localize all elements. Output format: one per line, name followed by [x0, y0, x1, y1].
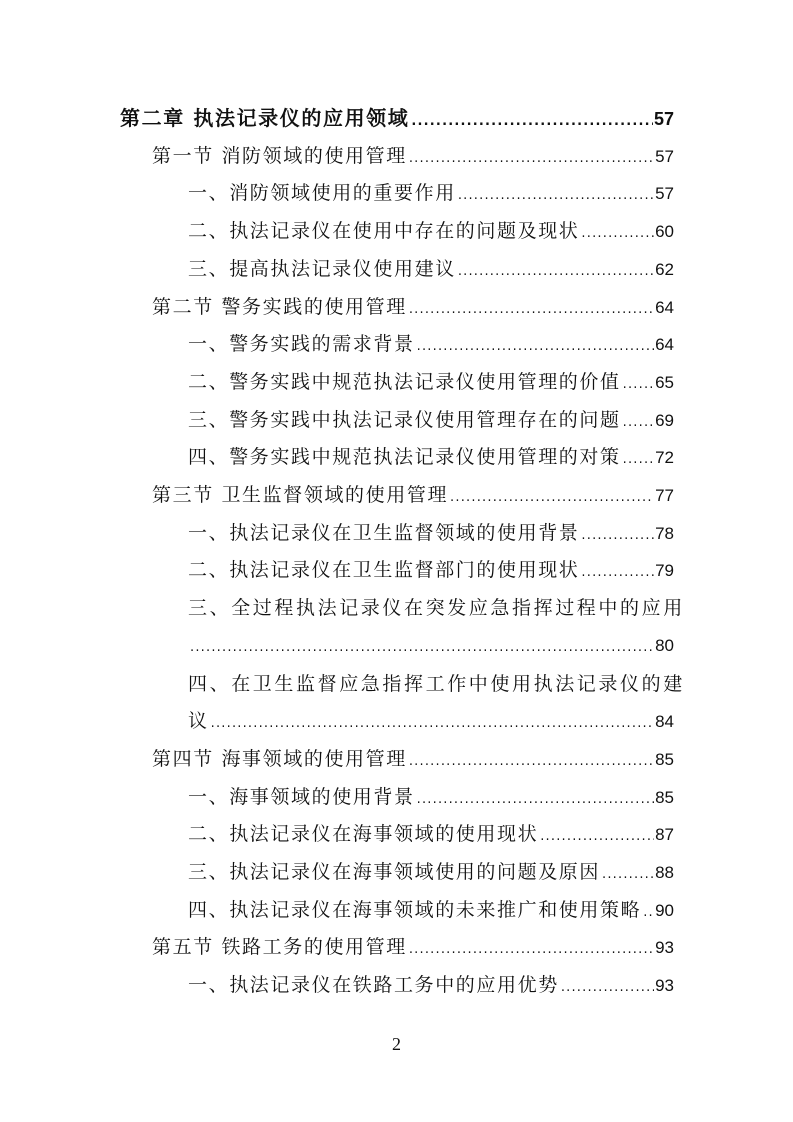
dot-leader [559, 976, 654, 1000]
toc-page-number: 85 [655, 787, 674, 807]
dot-leader [407, 298, 654, 322]
dot-leader [579, 561, 654, 585]
toc-entry-label: 一、海事领域的使用背景 [188, 785, 415, 808]
toc-page-number: 87 [655, 825, 674, 845]
dot-leader [621, 448, 654, 472]
toc-page-number: 80 [655, 635, 674, 655]
toc-page-number: 78 [655, 523, 674, 543]
toc-page-number: 93 [655, 938, 674, 958]
dot-leader [407, 750, 654, 774]
dot-leader [456, 184, 654, 208]
dot-leader [415, 335, 654, 359]
toc-page-number: 90 [655, 900, 674, 920]
toc-entry-label: 三、提高执法记录仪使用建议 [188, 257, 456, 280]
dot-leader [407, 147, 654, 171]
page-number: 2 [392, 1034, 401, 1054]
toc-entry-label: 一、消防领域使用的重要作用 [188, 182, 456, 205]
toc-entry-label: 一、执法记录仪在铁路工务中的应用优势 [188, 974, 559, 997]
toc-entry-label: 第一节 消防领域的使用管理 [152, 144, 407, 167]
toc-entry-label: 一、执法记录仪在卫生监督领域的使用背景 [188, 521, 580, 544]
toc-page-number: 84 [655, 712, 674, 732]
toc-entry-label: 四、在卫生监督应急指挥工作中使用执法记录仪的建 [188, 672, 685, 695]
toc-entry-label: 二、执法记录仪在卫生监督部门的使用现状 [188, 559, 580, 582]
toc-entry-label: 四、警务实践中规范执法记录仪使用管理的对策 [188, 446, 621, 469]
toc-entry-label: 二、执法记录仪在使用中存在的问题及现状 [188, 220, 580, 243]
dot-leader [579, 222, 654, 246]
toc-page-number: 79 [655, 561, 674, 581]
toc-page-number: 64 [655, 335, 674, 355]
dot-leader [538, 825, 654, 849]
toc-entry-label: 二、执法记录仪在海事领域的使用现状 [188, 823, 539, 846]
dot-leader [456, 260, 654, 284]
dot-leader [409, 110, 653, 134]
dot-leader [209, 712, 654, 736]
dot-leader [579, 524, 654, 548]
toc-entry-label: 一、警务实践的需求背景 [188, 333, 415, 356]
dot-leader [600, 863, 654, 887]
dot-leader [407, 938, 654, 962]
toc-page-number: 64 [655, 297, 674, 317]
toc-entry-label: 第五节 铁路工务的使用管理 [152, 936, 407, 959]
toc-page-number: 60 [655, 222, 674, 242]
toc-entry-label: 四、执法记录仪在海事领域的未来推广和使用策略 [188, 898, 642, 921]
toc-entry-label: 三、全过程执法记录仪在突发应急指挥过程中的应用 [188, 597, 685, 620]
dot-leader [415, 788, 654, 812]
toc-entry-label: 三、执法记录仪在海事领域使用的问题及原因 [188, 861, 601, 883]
toc-entry-label-continued: 议 [188, 710, 209, 733]
toc-page-number: 65 [655, 372, 674, 392]
toc-entry-label: 第二节 警务实践的使用管理 [152, 295, 407, 318]
dot-leader [621, 411, 654, 435]
toc-entry-label: 第二章 执法记录仪的应用领域 [120, 106, 410, 130]
dot-leader [188, 636, 654, 660]
toc-page-number: 77 [655, 486, 674, 505]
toc-page-number: 88 [655, 863, 674, 882]
toc-entry-label: 第四节 海事领域的使用管理 [152, 747, 407, 770]
toc-entry-label: 三、警务实践中执法记录仪使用管理存在的问题 [188, 408, 621, 431]
dot-leader [448, 486, 654, 510]
dot-leader [621, 373, 654, 397]
toc-entry-label: 二、警务实践中规范执法记录仪使用管理的价值 [188, 370, 621, 393]
toc-page-number: 57 [653, 109, 674, 129]
toc-page-number: 57 [655, 146, 674, 166]
toc-page-number: 93 [655, 976, 674, 996]
toc-page-number: 72 [655, 448, 674, 468]
toc-page-number: 62 [655, 259, 674, 279]
toc-page-number: 57 [655, 184, 674, 204]
toc-page-number: 69 [655, 410, 674, 430]
toc-page-number: 85 [655, 749, 674, 769]
toc-entry-label: 第三节 卫生监督领域的使用管理 [152, 484, 449, 506]
dot-leader [641, 901, 654, 925]
